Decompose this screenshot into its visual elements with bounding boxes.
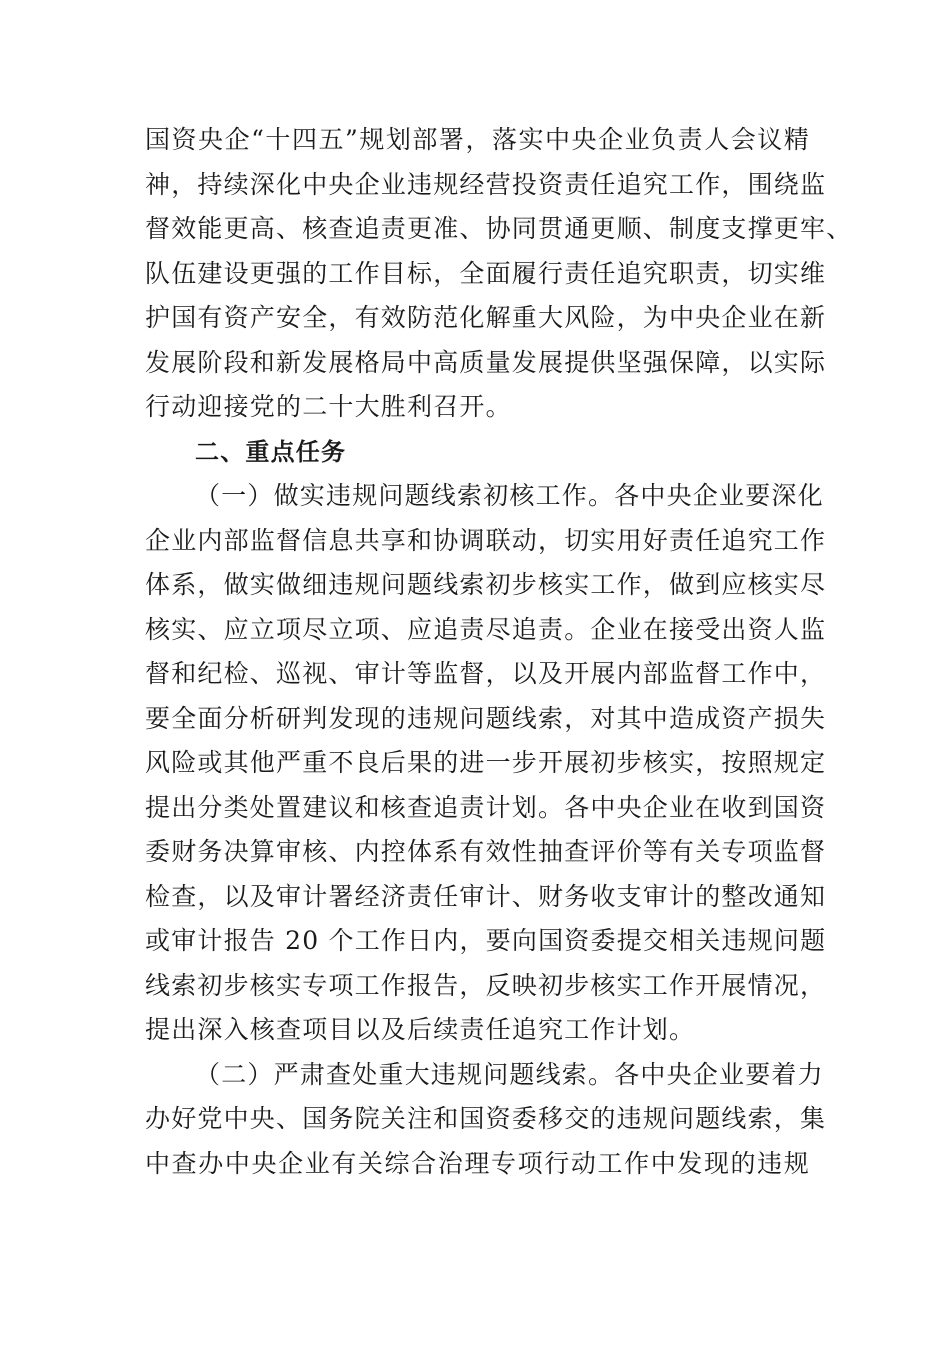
paragraph-line-first: （一）做实违规问题线索初核工作。各中央企业要深化: [195, 481, 824, 510]
document-body: [145, 118, 853, 1186]
paragraph-line-first: （二）严肃查处重大违规问题线索。各中央企业要着力: [195, 1059, 824, 1089]
paragraph-line: 体系，做实做细违规问题线索初步核实工作，做到应核实尽: [145, 570, 827, 599]
paragraph-line: 中查办中央企业有关综合治理专项行动工作中发现的违规: [145, 1148, 810, 1178]
paragraph-line: 发展阶段和新发展格局中高质量发展提供坚强保障，以实际: [145, 347, 827, 377]
paragraph-line-last: 提出深入核查项目以及后续责任追究工作计划。: [145, 1015, 696, 1044]
paragraph-line: 护国有资产安全，有效防范化解重大风险，为中央企业在新: [145, 303, 827, 332]
paragraph-line: 检查，以及审计署经济责任审计、财务收支审计的整改通知: [145, 881, 827, 911]
paragraph-line: 提出分类处置建议和核查追责计划。各中央企业在收到国资: [145, 792, 827, 822]
paragraph-line-last: 行动迎接党的二十大胜利召开。: [145, 392, 512, 421]
paragraph-line: 神，持续深化中央企业违规经营投资责任追究工作，围绕监: [145, 169, 827, 199]
paragraph-line: 要全面分析研判发现的违规问题线索，对其中造成资产损失: [145, 703, 827, 733]
paragraph-line: 企业内部监督信息共享和协调联动，切实用好责任追究工作: [145, 525, 827, 555]
paragraph-line: 风险或其他严重不良后果的进一步开展初步核实，按照规定: [145, 748, 827, 777]
paragraph-line: 队伍建设更强的工作目标，全面履行责任追究职责，切实维: [145, 258, 827, 288]
paragraph-line: 督和纪检、巡视、审计等监督，以及开展内部监督工作中，: [145, 659, 827, 688]
paragraph-line: 核实、应立项尽立项、应追责尽追责。企业在接受出资人监: [145, 614, 827, 644]
paragraph-line: 线索初步核实专项工作报告，反映初步核实工作开展情况，: [145, 970, 827, 1000]
paragraph-line: 督效能更高、核查追责更准、协同贯通更顺、制度支撑更牢、: [145, 214, 853, 243]
section-heading: 二、重点任务: [195, 437, 347, 466]
paragraph-line: 办好党中央、国务院关注和国资委移交的违规问题线索，集: [145, 1104, 827, 1133]
paragraph-line: 委财务决算审核、内控体系有效性抽查评价等有关专项监督: [145, 837, 827, 866]
paragraph-line: 或审计报告 20 个工作日内，要向国资委提交相关违规问题: [145, 926, 827, 955]
paragraph-line: 国资央企“十四五”规划部署，落实中央企业负责人会议精: [145, 125, 810, 154]
